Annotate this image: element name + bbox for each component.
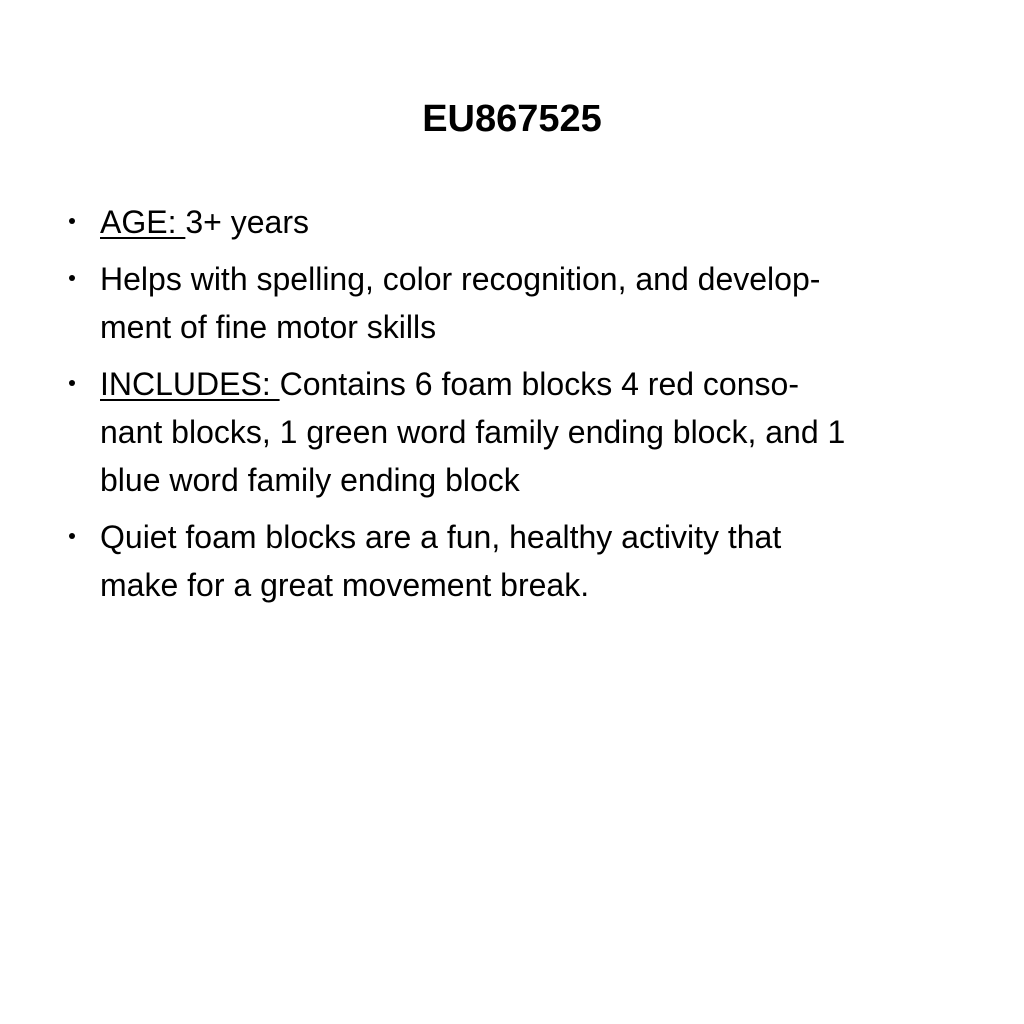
list-item-includes — [0, 360, 970, 504]
bullet-line: nant blocks, 1 green word family ending block, and 1 — [100, 414, 846, 450]
bullet-text: Contains 6 foam blocks 4 red conso- — [279, 366, 799, 402]
list-item-helps — [0, 255, 970, 351]
bullet-dot-icon — [69, 218, 75, 224]
bullet-line — [100, 198, 970, 246]
bullet-line: make for a great movement break. — [100, 567, 590, 603]
bullet-line: blue word family ending block — [100, 462, 520, 498]
bullet-dot-icon — [69, 533, 75, 539]
bullet-line: Helps with spelling, color recognition, and develop- — [100, 261, 821, 297]
bullet-dot-icon — [69, 380, 75, 386]
bullet-label: AGE: — [100, 204, 186, 240]
bullet-line: ment of fine motor skills — [100, 309, 437, 345]
bullet-text: 3+ years — [185, 204, 309, 240]
feature-list — [0, 198, 1024, 618]
bullet-line — [100, 360, 970, 408]
bullet-line: Quiet foam blocks are a fun, healthy activity that — [100, 519, 782, 555]
list-item-quiet — [0, 513, 970, 609]
bullet-label: INCLUDES: — [100, 366, 280, 402]
bullet-dot-icon — [69, 275, 75, 281]
list-item-age — [0, 198, 970, 246]
page-title: EU867525 — [422, 98, 602, 141]
